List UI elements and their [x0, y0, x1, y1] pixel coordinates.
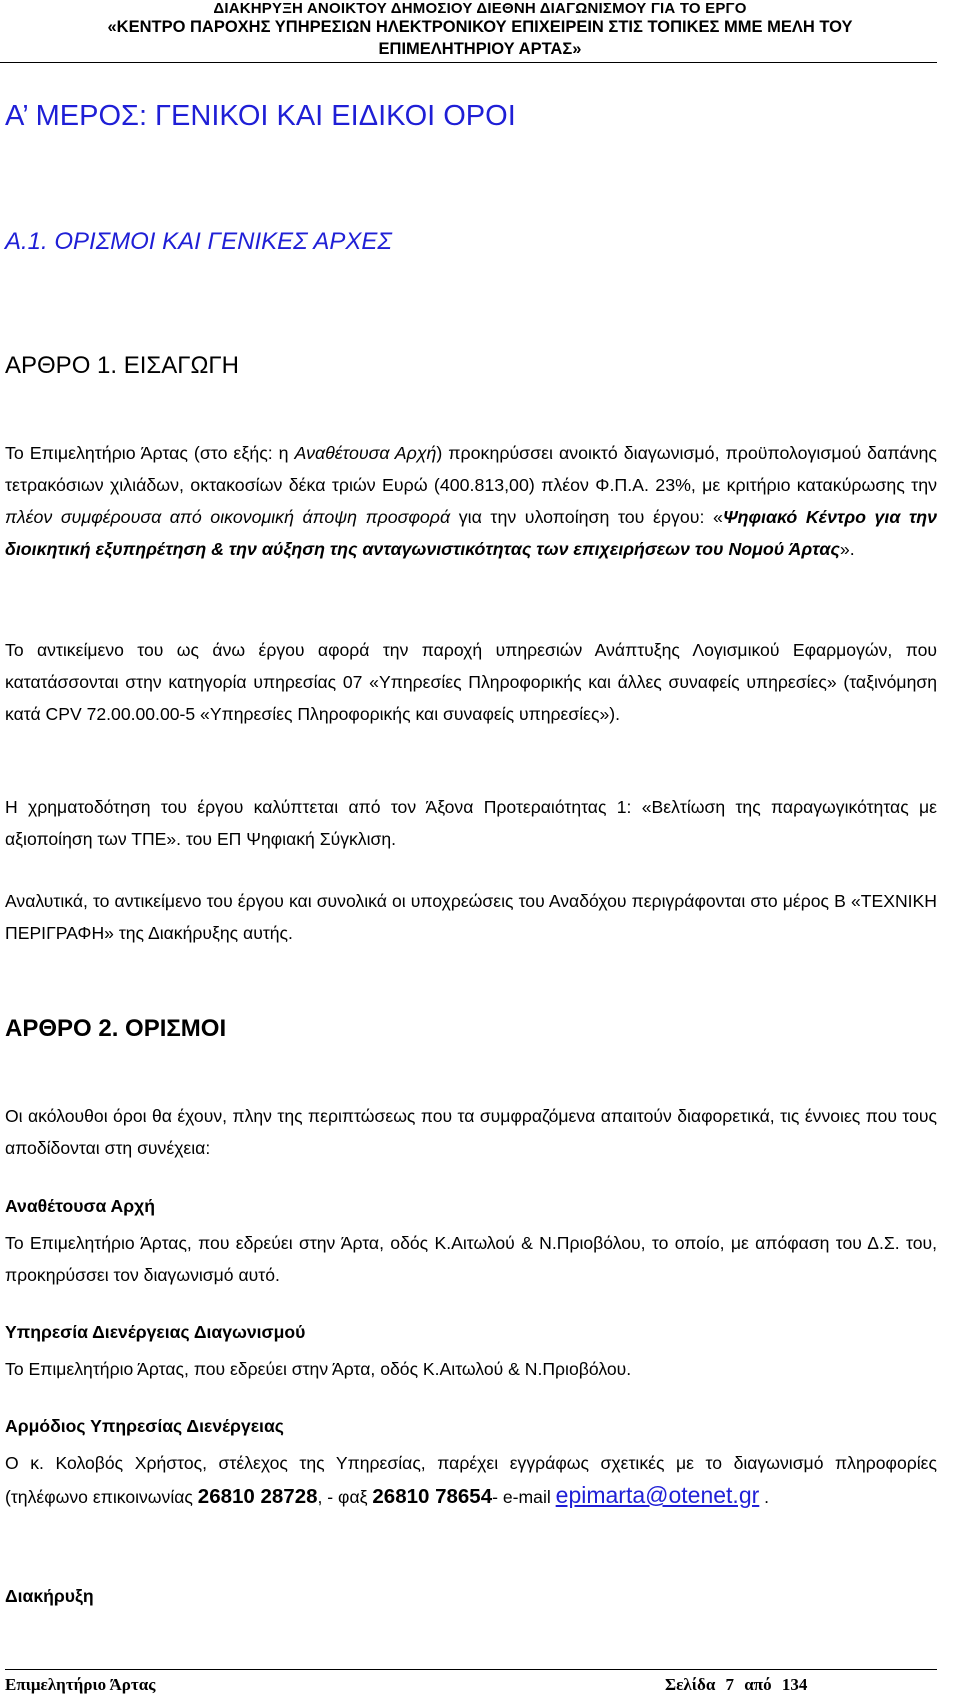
header-line-1: ΔΙΑΚΗΡΥΞΗ ΑΝΟΙΚΤΟΥ ΔΗΜΟΣΙΟΥ ΔΙΕΘΝΗ ΔΙΑΓΩΝΙΣΜΟΥ ΓΙΑ ΤΟ ΕΡΓΟ: [213, 0, 747, 17]
definition-text-competent: [5, 1447, 937, 1513]
intro-project-title: Ψηφιακό Κέντρο για την διοικητική εξυπηρέτηση & την αύξηση της ανταγωνιστικότητας των επιχειρήσεων του Νομού Άρτας: [5, 507, 937, 559]
part-heading: Α’ ΜΕΡΟΣ: ΓΕΝΙΚΟΙ ΚΑΙ ΕΙΔΙΚΟΙ ΟΡΟΙ: [5, 100, 516, 132]
competent-text-2: , - φαξ: [317, 1487, 373, 1507]
article-2-heading: ΑΡΘΡΟ 2. ΟΡΙΣΜΟΙ: [5, 1015, 227, 1042]
fax-number: 26810 78654: [372, 1485, 493, 1508]
detail-paragraph: Αναλυτικά, το αντικείμενο του έργου και συνολικά οι υποχρεώσεις του Αναδόχου περιγράφονται στο μέρος Β «ΤΕΧΝΙΚΗ ΠΕΡΙΓΡΑΦΗ» της Διακήρυξης αυτής.: [5, 891, 937, 943]
competent-text-4: .: [759, 1487, 770, 1507]
definition-text-authority: Το Επιμελητήριο Άρτας, που εδρεύει στην Άρτα, οδός Κ.Αιτωλού & Ν.Πριοβόλου, το οποίο, με απόφαση του Δ.Σ. του, προκηρύσσει τον διαγωνισμό αυτό.: [5, 1233, 937, 1285]
intro-text-7: ».: [839, 539, 855, 559]
article-1-heading: ΑΡΘΡΟ 1. ΕΙΣΑΓΩΓΗ: [5, 352, 239, 379]
intro-text-1: Το Επιμελητήριο Άρτας (στο εξής: η: [5, 443, 295, 463]
object-paragraph: Το αντικείμενο του ως άνω έργου αφορά την παροχή υπηρεσιών Ανάπτυξης Λογισμικού Εφαρμογών, που κατατάσσονται στην κατηγορία υπηρεσίας 07 «Υπηρεσίες Πληροφορικής και άλλες συναφείς υπηρεσίες» (ταξινόμηση κατά CPV 72.00.00.00-5 «Υπηρεσίες Πληροφορικής και συναφείς υπηρεσίες»).: [5, 640, 937, 724]
email-link[interactable]: epimarta@otenet.gr: [555, 1482, 760, 1508]
definition-title-service: Υπηρεσία Διενέργειας Διαγωνισμού: [5, 1322, 306, 1342]
intro-text-3: ) προκηρύσσει ανοικτό διαγωνισμό, προϋπολογισμού δαπάνης τετρακόσιων χιλιάδων, οκτακοσίων δέκα τριών Ευρώ (400.813,00) πλέον Φ.Π.Α. 23%, με κριτήριο κατακύρωσης την: [5, 443, 937, 495]
phone-number: 26810 28728: [197, 1485, 318, 1508]
competent-text-1: Ο κ. Κολοβός Χρήστος, στέλεχος της Υπηρεσίας, παρέχει εγγράφως σχετικές με το διαγωνισμό πληροφορίες (τηλέφωνο επικοινωνίας: [5, 1453, 937, 1507]
intro-criterion-italic: πλέον συμφέρουσα από οικονομική άποψη προσφορά: [5, 507, 451, 527]
header-line-2: «ΚΕΝΤΡΟ ΠΑΡΟΧΗΣ ΥΠΗΡΕΣΙΩΝ ΗΛΕΚΤΡΟΝΙΚΟΥ ΕΠΙΧΕΙΡΕΙΝ ΣΤΙΣ ΤΟΠΙΚΕΣ ΜΜΕ ΜΕΛΗ ΤΟΥ: [107, 18, 853, 36]
intro-text-5: για την υλοποίηση του έργου: «: [450, 507, 723, 527]
section-heading-a1: Α.1. ΟΡΙΣΜΟΙ ΚΑΙ ΓΕΝΙΚΕΣ ΑΡΧΕΣ: [5, 228, 392, 255]
intro-paragraph: [5, 437, 937, 565]
footer-divider: [5, 1669, 937, 1670]
header-divider: [0, 62, 937, 63]
definitions-intro: Οι ακόλουθοι όροι θα έχουν, πλην της περιπτώσεως που τα συμφραζόμενα απαιτούν διαφορετικά, τις έννοιες που τους αποδίδονται στη συνέχεια:: [5, 1106, 937, 1158]
footer-page-number: Σελίδα 7 από 134: [665, 1675, 808, 1694]
funding-paragraph: Η χρηματοδότηση του έργου καλύπτεται από τον Άξονα Προτεραιότητας 1: «Βελτίωση της παραγωγικότητας με αξιοποίηση των ΤΠΕ». του ΕΠ Ψηφιακή Σύγκλιση.: [5, 797, 937, 849]
definition-title-declaration: Διακήρυξη: [5, 1586, 94, 1606]
definition-title-competent: Αρμόδιος Υπηρεσίας Διενέργειας: [5, 1416, 284, 1436]
definition-text-service: Το Επιμελητήριο Άρτας, που εδρεύει στην Άρτα, οδός Κ.Αιτωλού & Ν.Πριοβόλου.: [5, 1359, 632, 1379]
definition-title-authority: Αναθέτουσα Αρχή: [5, 1196, 156, 1216]
intro-authority-italic: Αναθέτουσα Αρχή: [294, 443, 437, 463]
competent-text-3: - e-mail: [492, 1487, 556, 1507]
header-line-3: ΕΠΙΜΕΛΗΤΗΡΙΟΥ ΑΡΤΑΣ»: [378, 40, 582, 58]
footer-organization: Επιμελητήριο Άρτας: [5, 1675, 156, 1694]
